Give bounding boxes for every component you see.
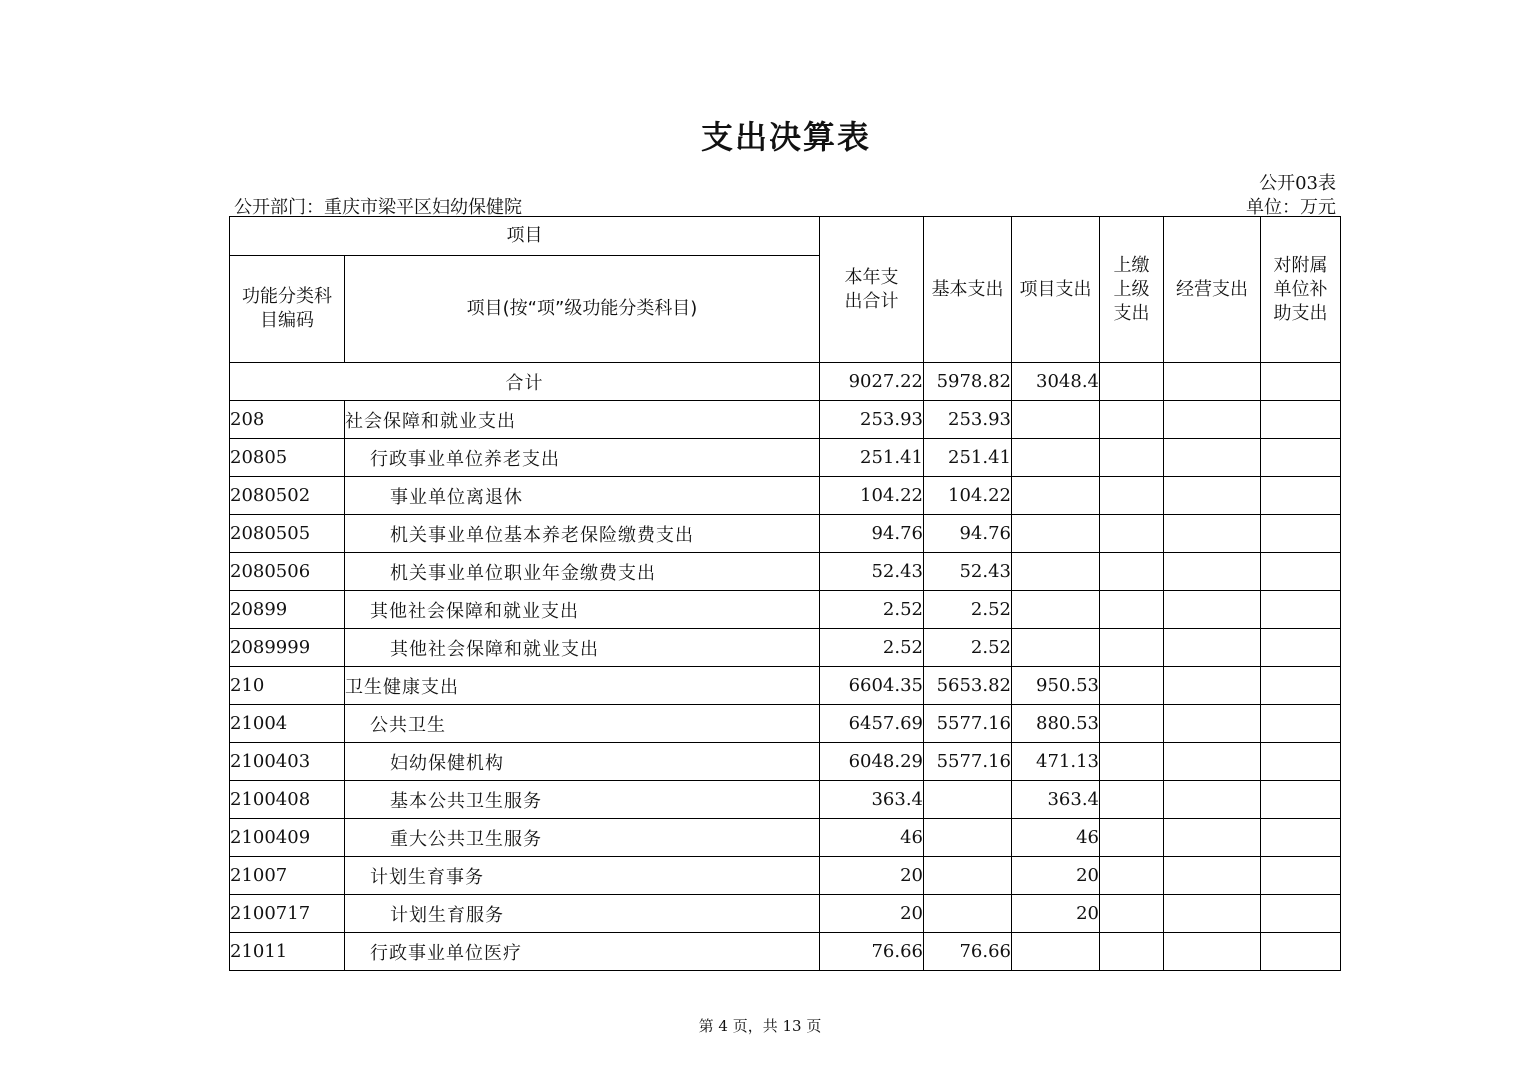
- row-operating: [1164, 591, 1261, 629]
- total-cell-basic: 5978.82: [924, 363, 1012, 401]
- row-basic: 5577.16: [924, 705, 1012, 743]
- table-row: [230, 515, 1341, 553]
- row-code: 208: [230, 401, 345, 439]
- row-subsidy: [1261, 895, 1341, 933]
- row-name: 事业单位离退休: [345, 477, 820, 515]
- table-row: [230, 591, 1341, 629]
- row-upper: [1100, 629, 1164, 667]
- table-row: [230, 553, 1341, 591]
- row-basic: 5653.82: [924, 667, 1012, 705]
- row-upper: [1100, 857, 1164, 895]
- row-code: 2100409: [230, 819, 345, 857]
- row-name: 基本公共卫生服务: [345, 781, 820, 819]
- row-subsidy: [1261, 591, 1341, 629]
- row-name: 机关事业单位职业年金缴费支出: [345, 553, 820, 591]
- row-project: 363.4: [1012, 781, 1100, 819]
- row-basic: 5577.16: [924, 743, 1012, 781]
- row-total: 363.4: [820, 781, 924, 819]
- row-basic: 94.76: [924, 515, 1012, 553]
- row-total: 76.66: [820, 933, 924, 971]
- row-basic: 253.93: [924, 401, 1012, 439]
- row-subsidy: [1261, 743, 1341, 781]
- row-code: 21011: [230, 933, 345, 971]
- row-project: [1012, 515, 1100, 553]
- row-code: 21007: [230, 857, 345, 895]
- row-upper: [1100, 819, 1164, 857]
- total-cell-subsidy: [1261, 363, 1341, 401]
- row-total: 94.76: [820, 515, 924, 553]
- row-project: 20: [1012, 895, 1100, 933]
- row-total: 20: [820, 857, 924, 895]
- row-project: [1012, 933, 1100, 971]
- row-project: [1012, 591, 1100, 629]
- row-name: 行政事业单位养老支出: [345, 439, 820, 477]
- row-operating: [1164, 781, 1261, 819]
- row-code: 2089999: [230, 629, 345, 667]
- row-total: 52.43: [820, 553, 924, 591]
- row-basic: 76.66: [924, 933, 1012, 971]
- report-title: 支出决算表: [700, 118, 871, 156]
- table-row: [230, 477, 1341, 515]
- form-number: 公开03表: [1259, 173, 1336, 194]
- row-total: 2.52: [820, 629, 924, 667]
- row-project: [1012, 401, 1100, 439]
- row-code: 20899: [230, 591, 345, 629]
- total-cell-project: 3048.4: [1012, 363, 1100, 401]
- total-cell-total: 9027.22: [820, 363, 924, 401]
- row-basic: [924, 857, 1012, 895]
- row-subsidy: [1261, 857, 1341, 895]
- row-name: 其他社会保障和就业支出: [345, 591, 820, 629]
- total-cell-operating: [1164, 363, 1261, 401]
- row-subsidy: [1261, 705, 1341, 743]
- total-cell-upper: [1100, 363, 1164, 401]
- header-code: 功能分类科目编码: [230, 256, 345, 363]
- table-row: [230, 933, 1341, 971]
- row-operating: [1164, 515, 1261, 553]
- row-basic: 251.41: [924, 439, 1012, 477]
- row-code: 21004: [230, 705, 345, 743]
- row-subsidy: [1261, 819, 1341, 857]
- header-item: 项目: [230, 217, 820, 256]
- row-code: 2100408: [230, 781, 345, 819]
- row-upper: [1100, 895, 1164, 933]
- row-subsidy: [1261, 933, 1341, 971]
- department-label: 公开部门：重庆市梁平区妇幼保健院: [234, 197, 522, 218]
- table-row: [230, 743, 1341, 781]
- row-basic: 2.52: [924, 591, 1012, 629]
- row-code: 2100717: [230, 895, 345, 933]
- row-project: 20: [1012, 857, 1100, 895]
- table-row: [230, 439, 1341, 477]
- row-total: 253.93: [820, 401, 924, 439]
- row-upper: [1100, 591, 1164, 629]
- row-subsidy: [1261, 439, 1341, 477]
- row-project: 46: [1012, 819, 1100, 857]
- row-operating: [1164, 933, 1261, 971]
- row-total: 6604.35: [820, 667, 924, 705]
- row-operating: [1164, 743, 1261, 781]
- table-row: [230, 667, 1341, 705]
- row-code: 2100403: [230, 743, 345, 781]
- header-item-name: 项目(按“项”级功能分类科目): [345, 256, 820, 363]
- row-subsidy: [1261, 401, 1341, 439]
- row-subsidy: [1261, 515, 1341, 553]
- row-project: 880.53: [1012, 705, 1100, 743]
- header-basic: 基本支出: [924, 217, 1012, 363]
- expenditure-table: [229, 216, 1341, 971]
- row-operating: [1164, 401, 1261, 439]
- unit-label: 单位：万元: [1246, 197, 1336, 218]
- row-name: 社会保障和就业支出: [345, 401, 820, 439]
- row-basic: 104.22: [924, 477, 1012, 515]
- row-operating: [1164, 553, 1261, 591]
- row-total: 6048.29: [820, 743, 924, 781]
- row-code: 2080502: [230, 477, 345, 515]
- row-upper: [1100, 401, 1164, 439]
- table-row: [230, 895, 1341, 933]
- row-code: 210: [230, 667, 345, 705]
- row-code: 2080505: [230, 515, 345, 553]
- row-project: 950.53: [1012, 667, 1100, 705]
- page-footer: 第 4 页，共 13 页: [698, 1017, 822, 1035]
- table-row: [230, 819, 1341, 857]
- header-upper: 上缴上级支出: [1100, 217, 1164, 363]
- row-subsidy: [1261, 629, 1341, 667]
- row-operating: [1164, 819, 1261, 857]
- row-operating: [1164, 629, 1261, 667]
- total-row: [230, 363, 1341, 401]
- header-subsidy: 对附属单位补助支出: [1261, 217, 1341, 363]
- row-subsidy: [1261, 477, 1341, 515]
- row-total: 104.22: [820, 477, 924, 515]
- row-subsidy: [1261, 667, 1341, 705]
- row-basic: [924, 819, 1012, 857]
- table-row: [230, 857, 1341, 895]
- row-operating: [1164, 667, 1261, 705]
- row-name: 行政事业单位医疗: [345, 933, 820, 971]
- row-upper: [1100, 515, 1164, 553]
- row-project: 471.13: [1012, 743, 1100, 781]
- row-total: 20: [820, 895, 924, 933]
- table-row: [230, 401, 1341, 439]
- row-total: 6457.69: [820, 705, 924, 743]
- row-code: 20805: [230, 439, 345, 477]
- row-basic: 2.52: [924, 629, 1012, 667]
- row-name: 公共卫生: [345, 705, 820, 743]
- row-name: 计划生育服务: [345, 895, 820, 933]
- table-row: [230, 705, 1341, 743]
- row-total: 2.52: [820, 591, 924, 629]
- table-row: [230, 629, 1341, 667]
- row-total: 251.41: [820, 439, 924, 477]
- row-name: 卫生健康支出: [345, 667, 820, 705]
- row-basic: [924, 781, 1012, 819]
- header-total: 本年支出合计: [820, 217, 924, 363]
- row-operating: [1164, 895, 1261, 933]
- row-name: 重大公共卫生服务: [345, 819, 820, 857]
- row-operating: [1164, 477, 1261, 515]
- row-upper: [1100, 781, 1164, 819]
- row-name: 其他社会保障和就业支出: [345, 629, 820, 667]
- row-project: [1012, 439, 1100, 477]
- row-name: 机关事业单位基本养老保险缴费支出: [345, 515, 820, 553]
- row-subsidy: [1261, 781, 1341, 819]
- row-upper: [1100, 439, 1164, 477]
- row-project: [1012, 629, 1100, 667]
- row-name: 计划生育事务: [345, 857, 820, 895]
- row-name: 妇幼保健机构: [345, 743, 820, 781]
- row-subsidy: [1261, 553, 1341, 591]
- row-upper: [1100, 933, 1164, 971]
- row-code: 2080506: [230, 553, 345, 591]
- row-upper: [1100, 705, 1164, 743]
- row-operating: [1164, 439, 1261, 477]
- row-upper: [1100, 667, 1164, 705]
- header-project: 项目支出: [1012, 217, 1100, 363]
- row-basic: 52.43: [924, 553, 1012, 591]
- row-upper: [1100, 553, 1164, 591]
- table-row: [230, 781, 1341, 819]
- row-basic: [924, 895, 1012, 933]
- row-project: [1012, 477, 1100, 515]
- header-operating: 经营支出: [1164, 217, 1261, 363]
- row-total: 46: [820, 819, 924, 857]
- row-upper: [1100, 477, 1164, 515]
- row-operating: [1164, 857, 1261, 895]
- row-upper: [1100, 743, 1164, 781]
- row-project: [1012, 553, 1100, 591]
- row-operating: [1164, 705, 1261, 743]
- total-label: 合计: [230, 363, 820, 401]
